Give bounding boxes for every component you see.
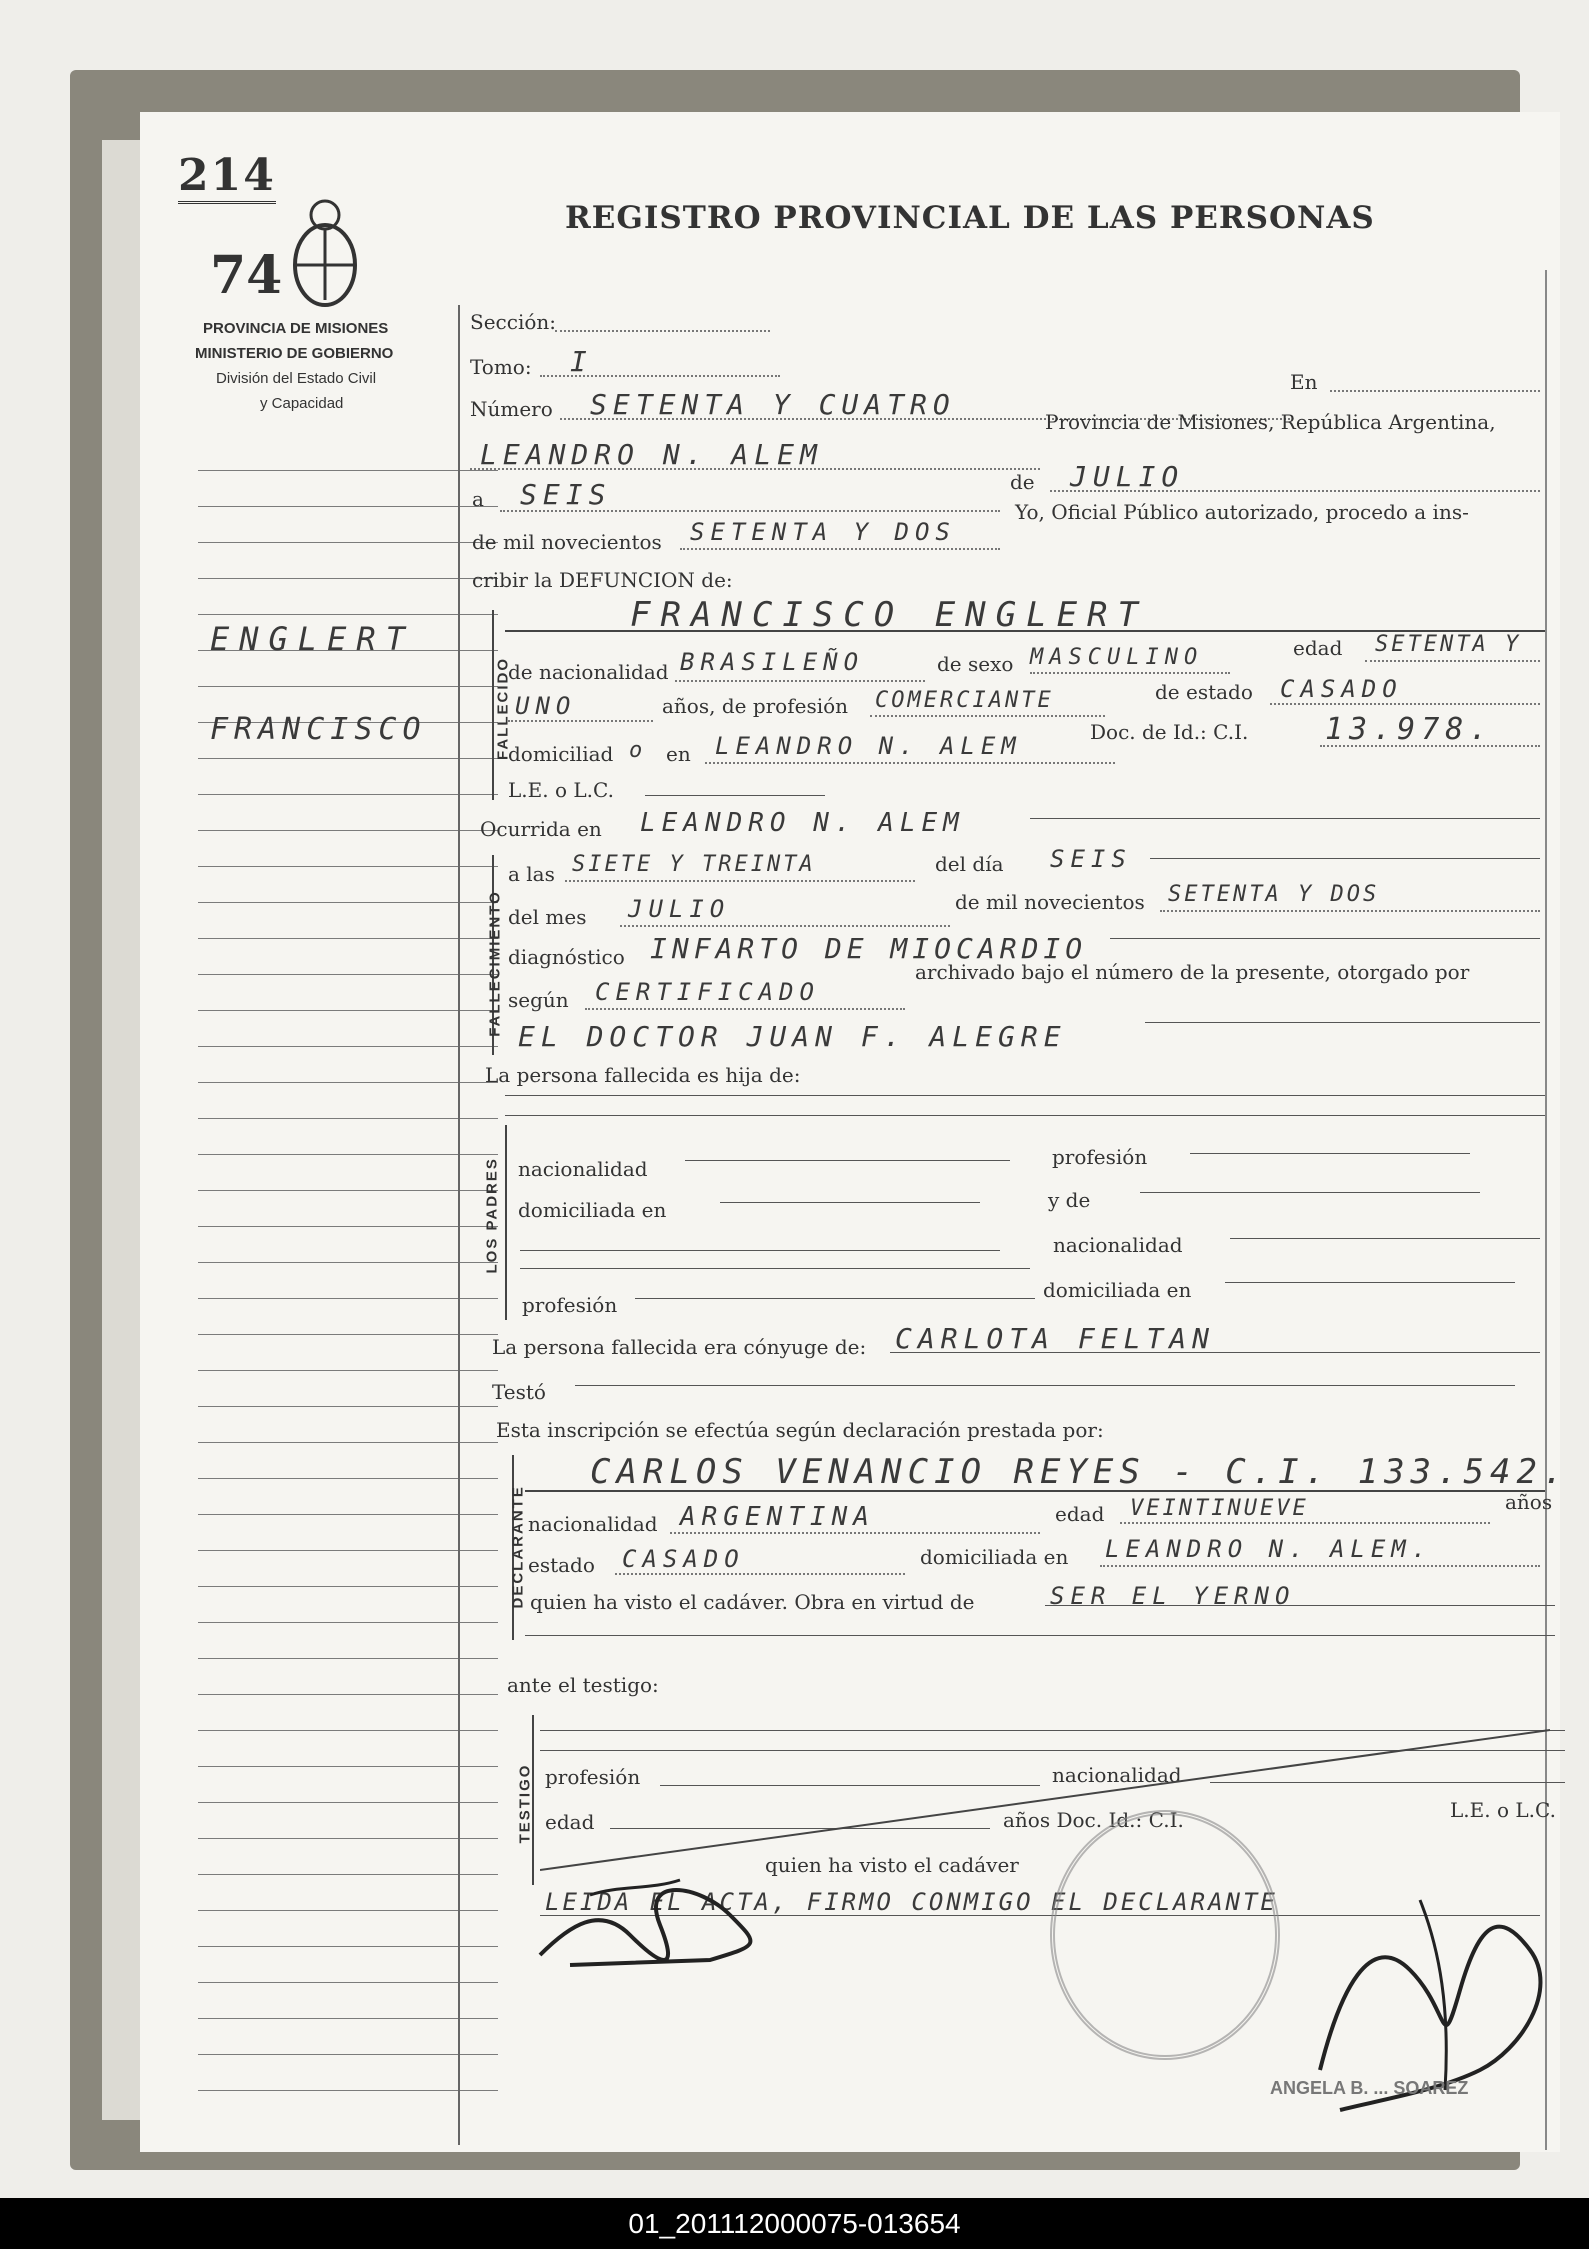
decl-visto-label: quien ha visto el cadáver. Obra en virtud de [530,1590,975,1614]
record-number: 74 [210,245,283,306]
margin-rule-line [198,1946,498,1947]
margin-given-name: FRANCISCO [210,712,427,747]
ocurrida-label: Ocurrida en [480,817,602,841]
margin-rule-line [198,1622,498,1623]
estado-label: de estado [1155,680,1253,704]
testigo-profesion-label: profesión [545,1765,641,1789]
margin-rule-line [198,1154,498,1155]
doc-id-label: Doc. de Id.: C.I. [1090,720,1249,744]
official-stamp [1050,1810,1280,2060]
margin-rule-line [198,1226,498,1227]
dia-value: SEIS [520,478,612,511]
anos-profesion-label: años, de profesión [662,694,849,718]
edad-value: SETENTA Y [1375,632,1522,657]
nacionalidad-label: de nacionalidad [508,660,669,684]
yo-label: Yo, Oficial Público autorizado, procedo a ins- [1015,500,1469,524]
margin-rule-line [198,542,498,543]
margin-rule-line [198,974,498,975]
margin-rule-line [198,1298,498,1299]
ante-testigo-label: ante el testigo: [507,1673,659,1697]
decl-anos-label: años [1505,1490,1553,1514]
de-mil-label: de mil novecientos [472,530,662,554]
de-mil2-label: de mil novecientos [955,890,1145,914]
en-label: En [1290,370,1318,394]
de-label: de [1010,470,1035,494]
domicilio-en-label: en [666,742,691,766]
lugar-value: LEANDRO N. ALEM [480,438,823,471]
margin-rule-line [198,1874,498,1875]
side-label-testigo: TESTIGO [516,1763,534,1844]
mes2-value: JULIO [628,895,731,923]
margin-rule-line [198,2054,498,2055]
edad-label: edad [1293,636,1343,660]
madre-nacionalidad-label: nacionalidad [1053,1233,1183,1257]
lectura-value: LEIDA EL ACTA, FIRMO CONMIGO EL DECLARANTE [545,1888,1278,1916]
margin-rule-line [198,1190,498,1191]
margin-rule-line [198,1514,498,1515]
margin-rule-line [198,1730,498,1731]
side-label-padres: LOS PADRES [483,1157,501,1274]
decl-domiciliada-label: domiciliada en [920,1545,1069,1569]
margin-rule-line [198,1982,498,1983]
testigo-le-lc-label: L.E. o L.C. [1450,1798,1556,1822]
cribir-label: cribir la DEFUNCION de: [472,568,733,592]
ci-value: 13.978. [1325,712,1494,747]
sexo-label: de sexo [937,652,1014,676]
margin-rule-line [198,1334,498,1335]
medico-value: EL DOCTOR JUAN F. ALEGRE [518,1020,1067,1053]
decl-estado-label: estado [528,1553,595,1577]
page-title: REGISTRO PROVINCIAL DE LAS PERSONAS [565,200,1375,236]
margin-rule-line [198,686,498,687]
margin-rule-line [198,1802,498,1803]
office-line-1: PROVINCIA DE MISIONES [203,320,389,337]
madre-domiciliada-label: domiciliada en [1043,1278,1192,1302]
padre-nacionalidad-label: nacionalidad [518,1157,648,1181]
signature-declarante [530,1865,770,1995]
a-las-label: a las [508,862,555,886]
margin-rule-line [198,1118,498,1119]
testigo-visto-label: quien ha visto el cadáver [765,1853,1019,1877]
numero-label: Número [470,397,553,421]
side-label-fallecimiento: FALLECIMIENTO [486,890,504,1037]
margin-rule-line [198,506,498,507]
margin-rule-line [198,1010,498,1011]
image-caption: 01_201112000075-013654 [0,2198,1589,2249]
conyuge-label: La persona fallecida era cónyuge de: [492,1335,867,1359]
column-rule [458,305,460,2145]
decl-estado-value: CASADO [622,1545,745,1573]
anio-value: SETENTA Y DOS [690,518,956,546]
segun-value: CERTIFICADO [595,978,820,1006]
archivado-label: archivado bajo el número de la presente, otorgado por [915,960,1470,984]
margin-rule-line [198,830,498,831]
domicilio-value: LEANDRO N. ALEM [715,732,1022,760]
margin-rule-line [198,1766,498,1767]
ocurrida-value: LEANDRO N. ALEM [640,808,965,838]
decl-virtud-value: SER EL YERNO [1050,1582,1296,1610]
margin-rule-line [198,2090,498,2091]
stamp-text: ANGELA B. ... SOAREZ [1270,2078,1469,2098]
coat-of-arms-icon [285,195,365,315]
nombre-value: FRANCISCO ENGLERT [630,595,1148,635]
diagnostico-value: INFARTO DE MIOCARDIO [650,932,1088,965]
del-mes-label: del mes [508,905,587,929]
testigo-nacionalidad-label: nacionalidad [1052,1763,1182,1787]
folio-number: 214 [178,150,276,204]
tomo-label: Tomo: [470,355,532,379]
anio2-value: SETENTA Y DOS [1168,882,1380,907]
office-line-4: y Capacidad [260,395,344,412]
nacionalidad-value: BRASILEÑO [680,648,865,676]
office-line-3: División del Estado Civil [216,370,377,387]
profesion-value: COMERCIANTE [875,688,1054,713]
margin-rule-line [198,614,498,615]
margin-rule-line [198,1370,498,1371]
margin-rule-line [198,1082,498,1083]
padre-profesion-label: profesión [1052,1145,1148,1169]
numero-value: SETENTA Y CUATRO [590,388,956,421]
margin-rule-line [198,470,498,471]
margin-rule-line [198,902,498,903]
page-edge [102,140,141,2120]
margin-rule-line [198,1262,498,1263]
margin-rule-line [198,1658,498,1659]
margin-rule-line [198,578,498,579]
sexo-value: MASCULINO [1030,645,1204,670]
office-line-2: MINISTERIO DE GOBIERNO [195,345,394,362]
margin-rule-line [198,1694,498,1695]
margin-rule-line [198,866,498,867]
margin-rule-line [198,1910,498,1911]
decl-edad-label: edad [1055,1502,1105,1526]
madre-profesion-label: profesión [522,1293,618,1317]
margin-rule-line [198,2018,498,2019]
padre-domiciliada-label: domiciliada en [518,1198,667,1222]
testo-label: Testó [492,1380,546,1404]
inscripcion-label: Esta inscripción se efectúa según declaración prestada por: [496,1418,1104,1442]
margin-surname: ENGLERT [210,620,415,658]
del-dia-label: del día [935,852,1004,876]
domiciliado-suffix: o [629,738,649,763]
margin-rule-line [198,1406,498,1407]
margin-rule-line [198,1586,498,1587]
margin-rule-line [198,1046,498,1047]
mes-value: JULIO [1070,460,1185,493]
estado-value: CASADO [1280,675,1403,703]
margin-rule-line [198,1478,498,1479]
dia2-value: SEIS [1050,845,1132,873]
diagnostico-label: diagnóstico [508,945,625,969]
decl-nacionalidad-label: nacionalidad [528,1512,658,1536]
hija-de-label: La persona fallecida es hija de: [485,1063,801,1087]
seccion-label: Sección: [470,310,556,334]
testigo-edad-label: edad [545,1810,595,1834]
side-label-declarante: DECLARANTE [509,1485,527,1609]
a-label: a [472,487,484,511]
testigo-anos-doc-label: años Doc. Id.: C.I. [1003,1808,1184,1832]
margin-rule-line [198,938,498,939]
y-de-label: y de [1048,1188,1091,1212]
cancel-diagonal [540,1720,1560,1880]
declarante-value: CARLOS VENANCIO REYES - C.I. 133.542. [590,1452,1570,1492]
margin-rule-line [198,1550,498,1551]
decl-edad-value: VEINTINUEVE [1130,1496,1309,1521]
margin-rule-line [198,794,498,795]
decl-domicilio-value: LEANDRO N. ALEM. [1105,1535,1433,1563]
hora-value: SIETE Y TREINTA [572,852,816,877]
le-lc-label: L.E. o L.C. [508,778,614,802]
provincia-label: Provincia de Misiones, República Argentina, [1045,410,1496,434]
domiciliado-label: domiciliad [508,742,614,766]
margin-rule-line [198,1838,498,1839]
edad2-value: UNO [515,692,577,720]
conyuge-value: CARLOTA FELTAN [895,1322,1216,1355]
margin-rule-line [198,758,498,759]
margin-rule-line [198,1442,498,1443]
side-label-fallecido: FALLECIDO [494,657,512,760]
segun-label: según [508,988,569,1012]
decl-nacionalidad-value: ARGENTINA [680,1502,875,1532]
tomo-value: I [570,345,593,378]
